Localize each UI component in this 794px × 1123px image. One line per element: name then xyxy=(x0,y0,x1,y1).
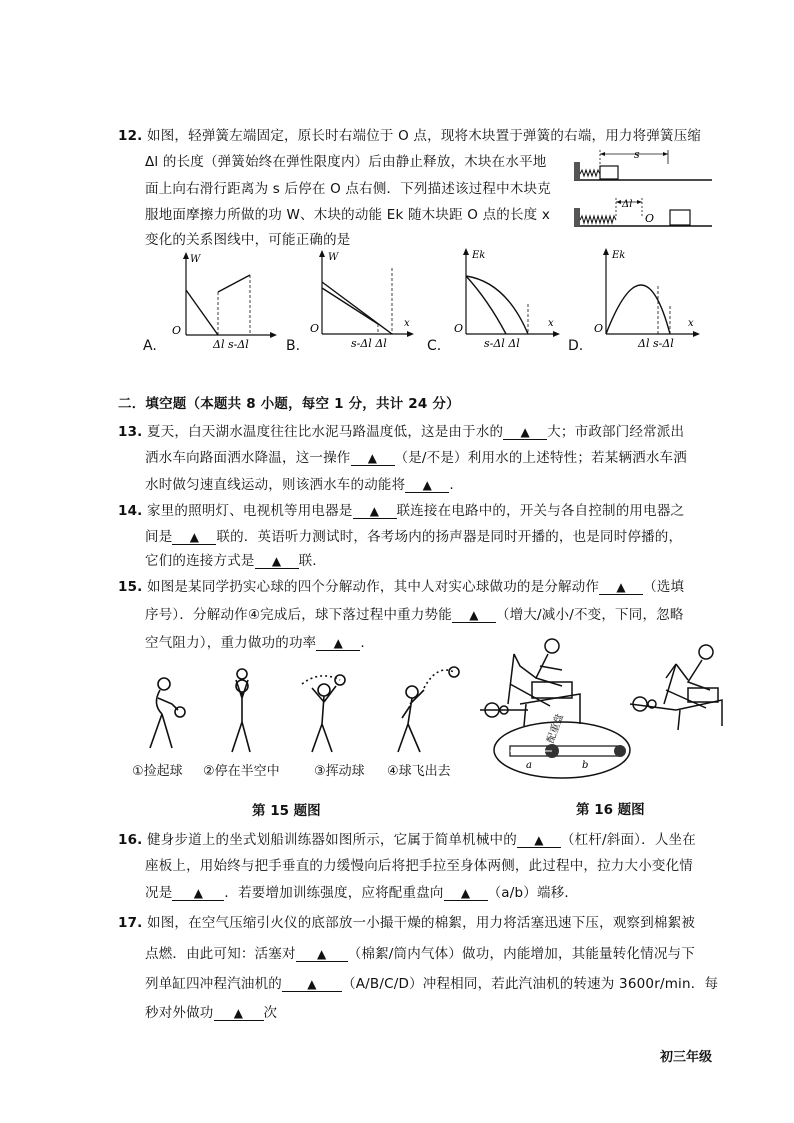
q16-text-1a: 健身步道上的坐式划船训练器如图所示，它属于简单机械中的 xyxy=(147,832,517,848)
blank-mark: ▲ xyxy=(422,478,433,492)
figure-throw xyxy=(398,667,459,752)
q15-line2 xyxy=(145,603,684,623)
q13-number: 13. xyxy=(118,424,143,440)
q17-text-3b: （A/B/C/D）冲程相同，若此汽油机的转速为 3600r/min．每 xyxy=(342,976,719,992)
option-a-graph xyxy=(170,250,280,350)
q17-text-2a: 点燃．由此可知：活塞对 xyxy=(145,946,296,962)
option-d-xlabel: x xyxy=(688,318,694,329)
q13-text-3b: . xyxy=(449,477,454,493)
blank-mark: ▲ xyxy=(316,947,327,961)
q12-number: 12. xyxy=(118,128,143,144)
option-d-ticks: Δl s-Δl xyxy=(638,337,674,350)
q12-line4: 服地面摩擦力所做的功 W、木块的动能 Ek 随木块距 O 点的长度 x xyxy=(145,207,551,223)
option-a-ylabel: W xyxy=(190,254,201,265)
q13-blank-1[interactable] xyxy=(503,425,547,440)
q13-text-2b: （是/不是）利用水的上述特性；若某辆洒水车洒 xyxy=(394,450,687,466)
q13-text-3a: 水时做匀速直线运动，则该洒水车的动能将 xyxy=(145,477,406,493)
figure-pick-up xyxy=(150,678,185,748)
q12-line5: 变化的关系图线中，可能正确的是 xyxy=(145,232,351,248)
q15-caption-3: ③挥动球 xyxy=(314,764,365,779)
option-c-label[interactable]: C. xyxy=(427,338,442,354)
q17-line4 xyxy=(145,1001,277,1021)
q16-text-3b: ．若要增加训练强度，应将配重盘向 xyxy=(224,885,444,901)
option-a-ticks: Δl s-Δl xyxy=(213,338,249,350)
q16-line3 xyxy=(145,881,578,901)
q17-line1 xyxy=(118,911,695,931)
option-c-ticks: s-Δl Δl xyxy=(484,337,520,350)
option-c-ylabel: Ek xyxy=(472,250,486,261)
q14-blank-1[interactable] xyxy=(353,504,397,519)
q13-text-1b: 大；市政部门经常派出 xyxy=(547,424,685,440)
q15-text-1b: （选填 xyxy=(643,579,685,595)
q14-blank-2[interactable] xyxy=(172,530,216,545)
q15-text-2b: （增大/减小/不变，下同，忽略 xyxy=(495,607,684,623)
q13-text-1a: 夏天，白天湖水温度往往比水泥马路温度低，这是由于水的 xyxy=(147,424,504,440)
q17-number: 17. xyxy=(118,915,143,931)
q17-line3 xyxy=(145,972,718,992)
q16-text-3a: 况是 xyxy=(145,885,173,901)
q13-blank-3[interactable] xyxy=(405,478,449,493)
fig-s-label: s xyxy=(634,148,640,161)
rowing-machine-left xyxy=(480,639,580,726)
q15-blank-2[interactable] xyxy=(452,608,496,623)
blank-mark: ▲ xyxy=(189,530,200,544)
q17-line2 xyxy=(145,942,695,962)
q15-caption-1: ①捡起球 xyxy=(132,764,183,779)
option-a-origin: O xyxy=(172,324,182,337)
q15-blank-1[interactable] xyxy=(599,580,643,595)
blank-mark: ▲ xyxy=(460,886,471,900)
q12-spring-figure xyxy=(574,146,714,232)
inset-plate-label: 配重盘 xyxy=(545,712,566,745)
q16-figure xyxy=(480,634,726,780)
q14-text-2b: 联的．英语听力测试时，各考场内的扬声器是同时开播的，也是同时停播的， xyxy=(216,529,683,545)
blank-mark: ▲ xyxy=(616,580,626,594)
q13-blank-2[interactable] xyxy=(351,451,395,466)
q16-figure-title: 第 16 题图 xyxy=(576,802,645,818)
option-a-label[interactable]: A. xyxy=(143,338,157,354)
q17-text-1: 如图，在空气压缩引火仪的底部放一小撮干燥的棉絮，用力将活塞迅速下压，观察到棉絮被 xyxy=(147,915,696,931)
q14-line3 xyxy=(145,549,317,569)
option-d-ylabel: Ek xyxy=(612,250,626,261)
option-b-ticks: s-Δl Δl xyxy=(351,337,387,350)
inset-label-a: a xyxy=(526,760,532,771)
q15-caption-2: ②停在半空中 xyxy=(203,764,280,779)
option-d-label[interactable]: D. xyxy=(568,338,584,354)
blank-mark: ▲ xyxy=(307,977,317,991)
q14-line1 xyxy=(118,499,684,519)
q12-text: 如图，轻弹簧左端固定，原长时右端位于 O 点，现将木块置于弹簧的右端，用力将弹簧压缩 xyxy=(147,128,702,144)
q14-text-2a: 间是 xyxy=(145,529,173,545)
option-b-label[interactable]: B. xyxy=(286,338,301,354)
q13-line1 xyxy=(118,420,684,440)
q13-text-2a: 洒水车向路面洒水降温，这一操作 xyxy=(145,450,351,466)
q15-figure-title: 第 15 题图 xyxy=(252,803,321,819)
q17-text-4a: 秒对外做功 xyxy=(145,1005,214,1021)
blank-mark: ▲ xyxy=(534,833,544,847)
fig-dl-label: Δl xyxy=(622,199,633,210)
q13-line3 xyxy=(145,473,454,493)
q16-line2: 座板上，用始终与把手垂直的力缓慢向后将把手拉至身体两侧，此过程中，拉力大小变化情 xyxy=(145,858,693,874)
q17-blank-3[interactable] xyxy=(214,1006,264,1021)
q12-line2: Δl 的长度（弹簧始终在弹性限度内）后由静止释放，木块在水平地 xyxy=(145,154,547,170)
blank-mark: ▲ xyxy=(367,451,378,465)
q14-text-3b: 联. xyxy=(298,553,317,569)
figure-hold-air xyxy=(232,669,250,752)
q17-text-3a: 列单缸四冲程汽油机的 xyxy=(145,976,282,992)
q12-line1 xyxy=(118,124,701,144)
q14-text-3a: 它们的连接方式是 xyxy=(145,553,255,569)
q16-blank-1[interactable] xyxy=(517,833,561,848)
q14-line2 xyxy=(145,525,682,545)
q15-figure xyxy=(132,664,472,756)
option-c-graph xyxy=(452,246,564,350)
blank-mark: ▲ xyxy=(193,886,204,900)
option-b-origin: O xyxy=(310,322,320,335)
q16-blank-3[interactable] xyxy=(444,886,488,901)
option-b-graph xyxy=(308,248,418,350)
q15-blank-3[interactable] xyxy=(316,636,360,651)
page-footer: 初三年级 xyxy=(660,1050,713,1065)
option-c-origin: O xyxy=(454,322,464,335)
q13-line2 xyxy=(145,446,687,466)
q17-text-2b: （棉絮/筒内气体）做功，内能增加，其能量转化情况与下 xyxy=(347,946,695,962)
blank-mark: ▲ xyxy=(369,504,380,518)
section2-title: 二．填空题（本题共 8 小题，每空 1 分，共计 24 分） xyxy=(118,396,460,412)
blank-mark: ▲ xyxy=(520,425,530,439)
blank-mark: ▲ xyxy=(233,1006,244,1020)
q16-blank-2[interactable] xyxy=(172,886,224,901)
q14-text-1b: 联连接在电路中的，开关与各自控制的用电器之 xyxy=(396,503,685,519)
fig-o-label: O xyxy=(645,212,655,225)
option-b-ylabel: W xyxy=(328,252,339,263)
option-d-origin: O xyxy=(594,322,604,335)
blank-mark: ▲ xyxy=(271,554,282,568)
q16-text-1b: （杠杆/斜面）．人坐在 xyxy=(560,832,696,848)
q17-blank-2[interactable] xyxy=(282,977,342,992)
inset-label-b: b xyxy=(582,760,589,771)
q15-text-2a: 序号）．分解动作④完成后，球下落过程中重力势能 xyxy=(145,607,452,623)
q17-blank-1[interactable] xyxy=(296,947,348,962)
option-d-graph xyxy=(592,246,704,350)
q16-text-3c: （a/b）端移． xyxy=(487,885,579,901)
q15-line1 xyxy=(118,575,684,595)
q14-text-1a: 家里的照明灯、电视机等用电器是 xyxy=(147,503,353,519)
inset-oval xyxy=(494,722,630,778)
q16-line1 xyxy=(118,828,696,848)
q15-caption-4: ④球飞出去 xyxy=(387,764,451,779)
figure-swing xyxy=(302,675,345,752)
q14-number: 14. xyxy=(118,503,143,519)
q12-line3: 面上向右滑行距离为 s 后停在 O 点右侧．下列描述该过程中木块克 xyxy=(145,181,551,197)
q15-number: 15. xyxy=(118,579,143,595)
q15-line3 xyxy=(145,631,365,651)
blank-mark: ▲ xyxy=(469,608,479,622)
q15-text-3b: . xyxy=(360,635,365,651)
q17-text-4b: 次 xyxy=(263,1005,278,1021)
q15-text-1a: 如图是某同学扔实心球的四个分解动作，其中人对实心球做功的是分解动作 xyxy=(147,579,600,595)
option-b-xlabel: x xyxy=(404,318,410,329)
rowing-machine-right xyxy=(630,645,722,730)
blank-mark: ▲ xyxy=(333,636,344,650)
q16-number: 16. xyxy=(118,832,143,848)
option-c-xlabel: x xyxy=(548,318,554,329)
q15-text-3a: 空气阻力），重力做功的功率 xyxy=(145,635,317,651)
q14-blank-3[interactable] xyxy=(255,554,299,569)
